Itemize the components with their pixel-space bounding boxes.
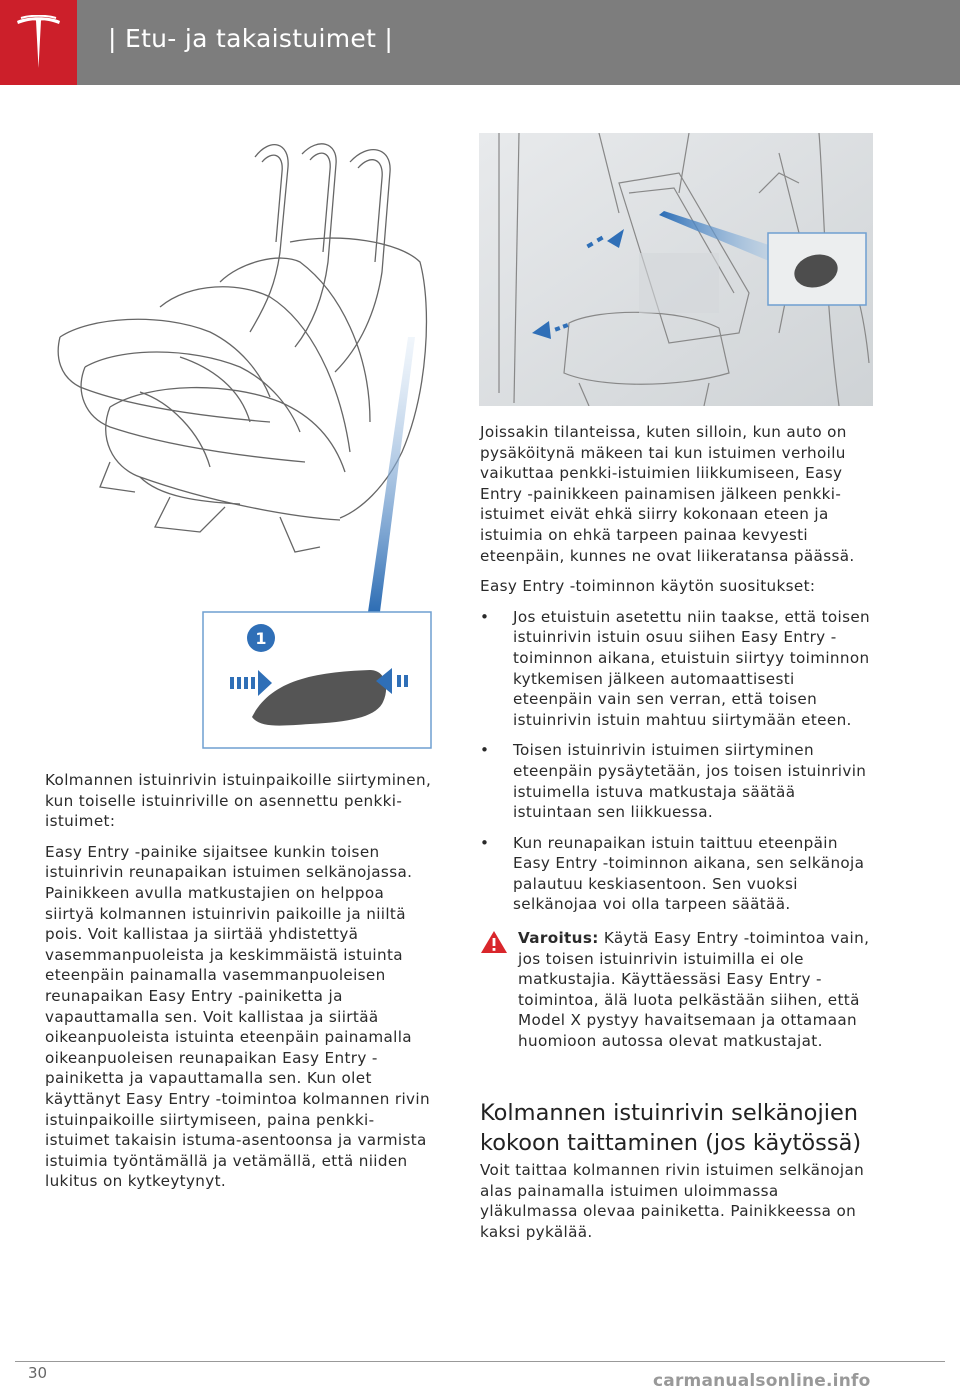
bullet: •	[480, 741, 490, 760]
intro-paragraph: Kolmannen istuinrivin istuinpaikoille siirtyminen, kun toiselle istuinriville on asennettu penkki-istuimet:	[45, 771, 432, 831]
bullet: •	[480, 607, 490, 626]
page-header	[0, 0, 960, 85]
fold-seat-photo	[479, 133, 873, 406]
brand-logo-box	[0, 0, 77, 85]
warning-text: Käytä Easy Entry -toimintoa vain, jos toisen istuinrivin istuimilla ei ole matkustajia. Käyttäessäsi Easy Entry -toimintoa, älä luota pelkästään siihen, että Model X pystyy havaitsemaan ja ottamaan huomioon autossa olevat matkustajat.	[518, 929, 870, 1050]
recommendations-intro: Easy Entry -toiminnon käytön suositukset:	[480, 577, 816, 596]
right-column	[480, 422, 872, 925]
recommendations-list	[480, 607, 872, 915]
watermark: carmanualsonline.info	[653, 1371, 871, 1391]
tesla-logo-icon	[15, 15, 62, 70]
page-title: | Etu- ja takaistuimet |	[108, 24, 394, 53]
warning-label: Varoitus:	[518, 929, 599, 947]
list-item: • Kun reunapaikan istuin taittuu eteenpäin Easy Entry -toiminnon aikana, sen selkänoja palautuu keskiasentoon. Sen vuoksi selkänojaa voi olla tarpeen säätää.	[480, 833, 865, 914]
list-item: • Toisen istuinrivin istuimen siirtyminen eteenpäin pysäytetään, jos toisen istuinrivin istuimella istuva matkustaja säätää istuintaan sen liikkuessa.	[480, 741, 867, 822]
left-column	[45, 770, 437, 1202]
page-number: 30	[28, 1364, 48, 1382]
warning-box	[480, 928, 872, 1052]
footer-divider	[15, 1361, 945, 1362]
callout-number: 1	[255, 629, 267, 648]
body-paragraph: Easy Entry -painike sijaitsee kunkin toisen istuinrivin reunapaikan istuimen selkänojassa. Painikkeen avulla matkustajien on helppoa siirtyä kolmannen istuinrivin paikoille ja niiltä pois. Voit kallistaa ja siirtää yhdistettyä vasemmanpuoleista ja keskimmäistä istuinta eteenpäin painamalla vasemmanpuoleisen reunapaikan Easy Entry -painiketta ja vapauttamalla sen. Voit kallistaa ja siirtää oikeanpuoleista istuinta eteenpäin painamalla oikeanpuoleisen reunapaikan Easy Entry -painiketta ja vapauttamalla sen. Kun olet käyttänyt Easy Entry -toimintoa kolmannen rivin istuinpaikoille siirtymiseen, paina penkki-istuimet takaisin istuma-asentoonsa ja varmista istuimia työntämällä ja vetämällä, että niiden lukitus on kytkeytynyt.	[45, 842, 430, 1191]
section-heading: Kolmannen istuinrivin selkänojien kokoon taittaminen (jos käytössä)	[480, 1100, 862, 1156]
list-item: • Jos etuistuin asetettu niin taakse, että toisen istuinrivin istuin osuu siihen Easy Entry -toiminnon aikana, etuistuin siirtyy toiminnon kytkemisen jälkeen automaattisesti eteenpäin vain sen verran, että toisen istuinrivin istuin mahtuu siirtymään eteen.	[480, 607, 871, 729]
bullet: •	[480, 833, 490, 852]
section-body: Voit taittaa kolmannen rivin istuimen selkänojan alas painamalla istuimen uloimmassa yläkulmassa olevaa painiketta. Painikkeessa on kaksi pykälää.	[480, 1161, 865, 1241]
seat-illustration	[40, 132, 440, 752]
warning-triangle-icon	[480, 930, 508, 954]
situation-paragraph: Joissakin tilanteissa, kuten silloin, kun auto on pysäköitynä mäkeen tai kun istuimen verhoilu vaikuttaa penkki-istuimien liikkumiseen, Easy Entry -painikkeen painamisen jälkeen penkki-istuimet eivät ehkä siirry kokonaan eteen ja istuimia on ehkä tarpeen painaa kevyesti eteenpäin, kunnes ne ovat liikeratansa päässä.	[480, 423, 855, 565]
